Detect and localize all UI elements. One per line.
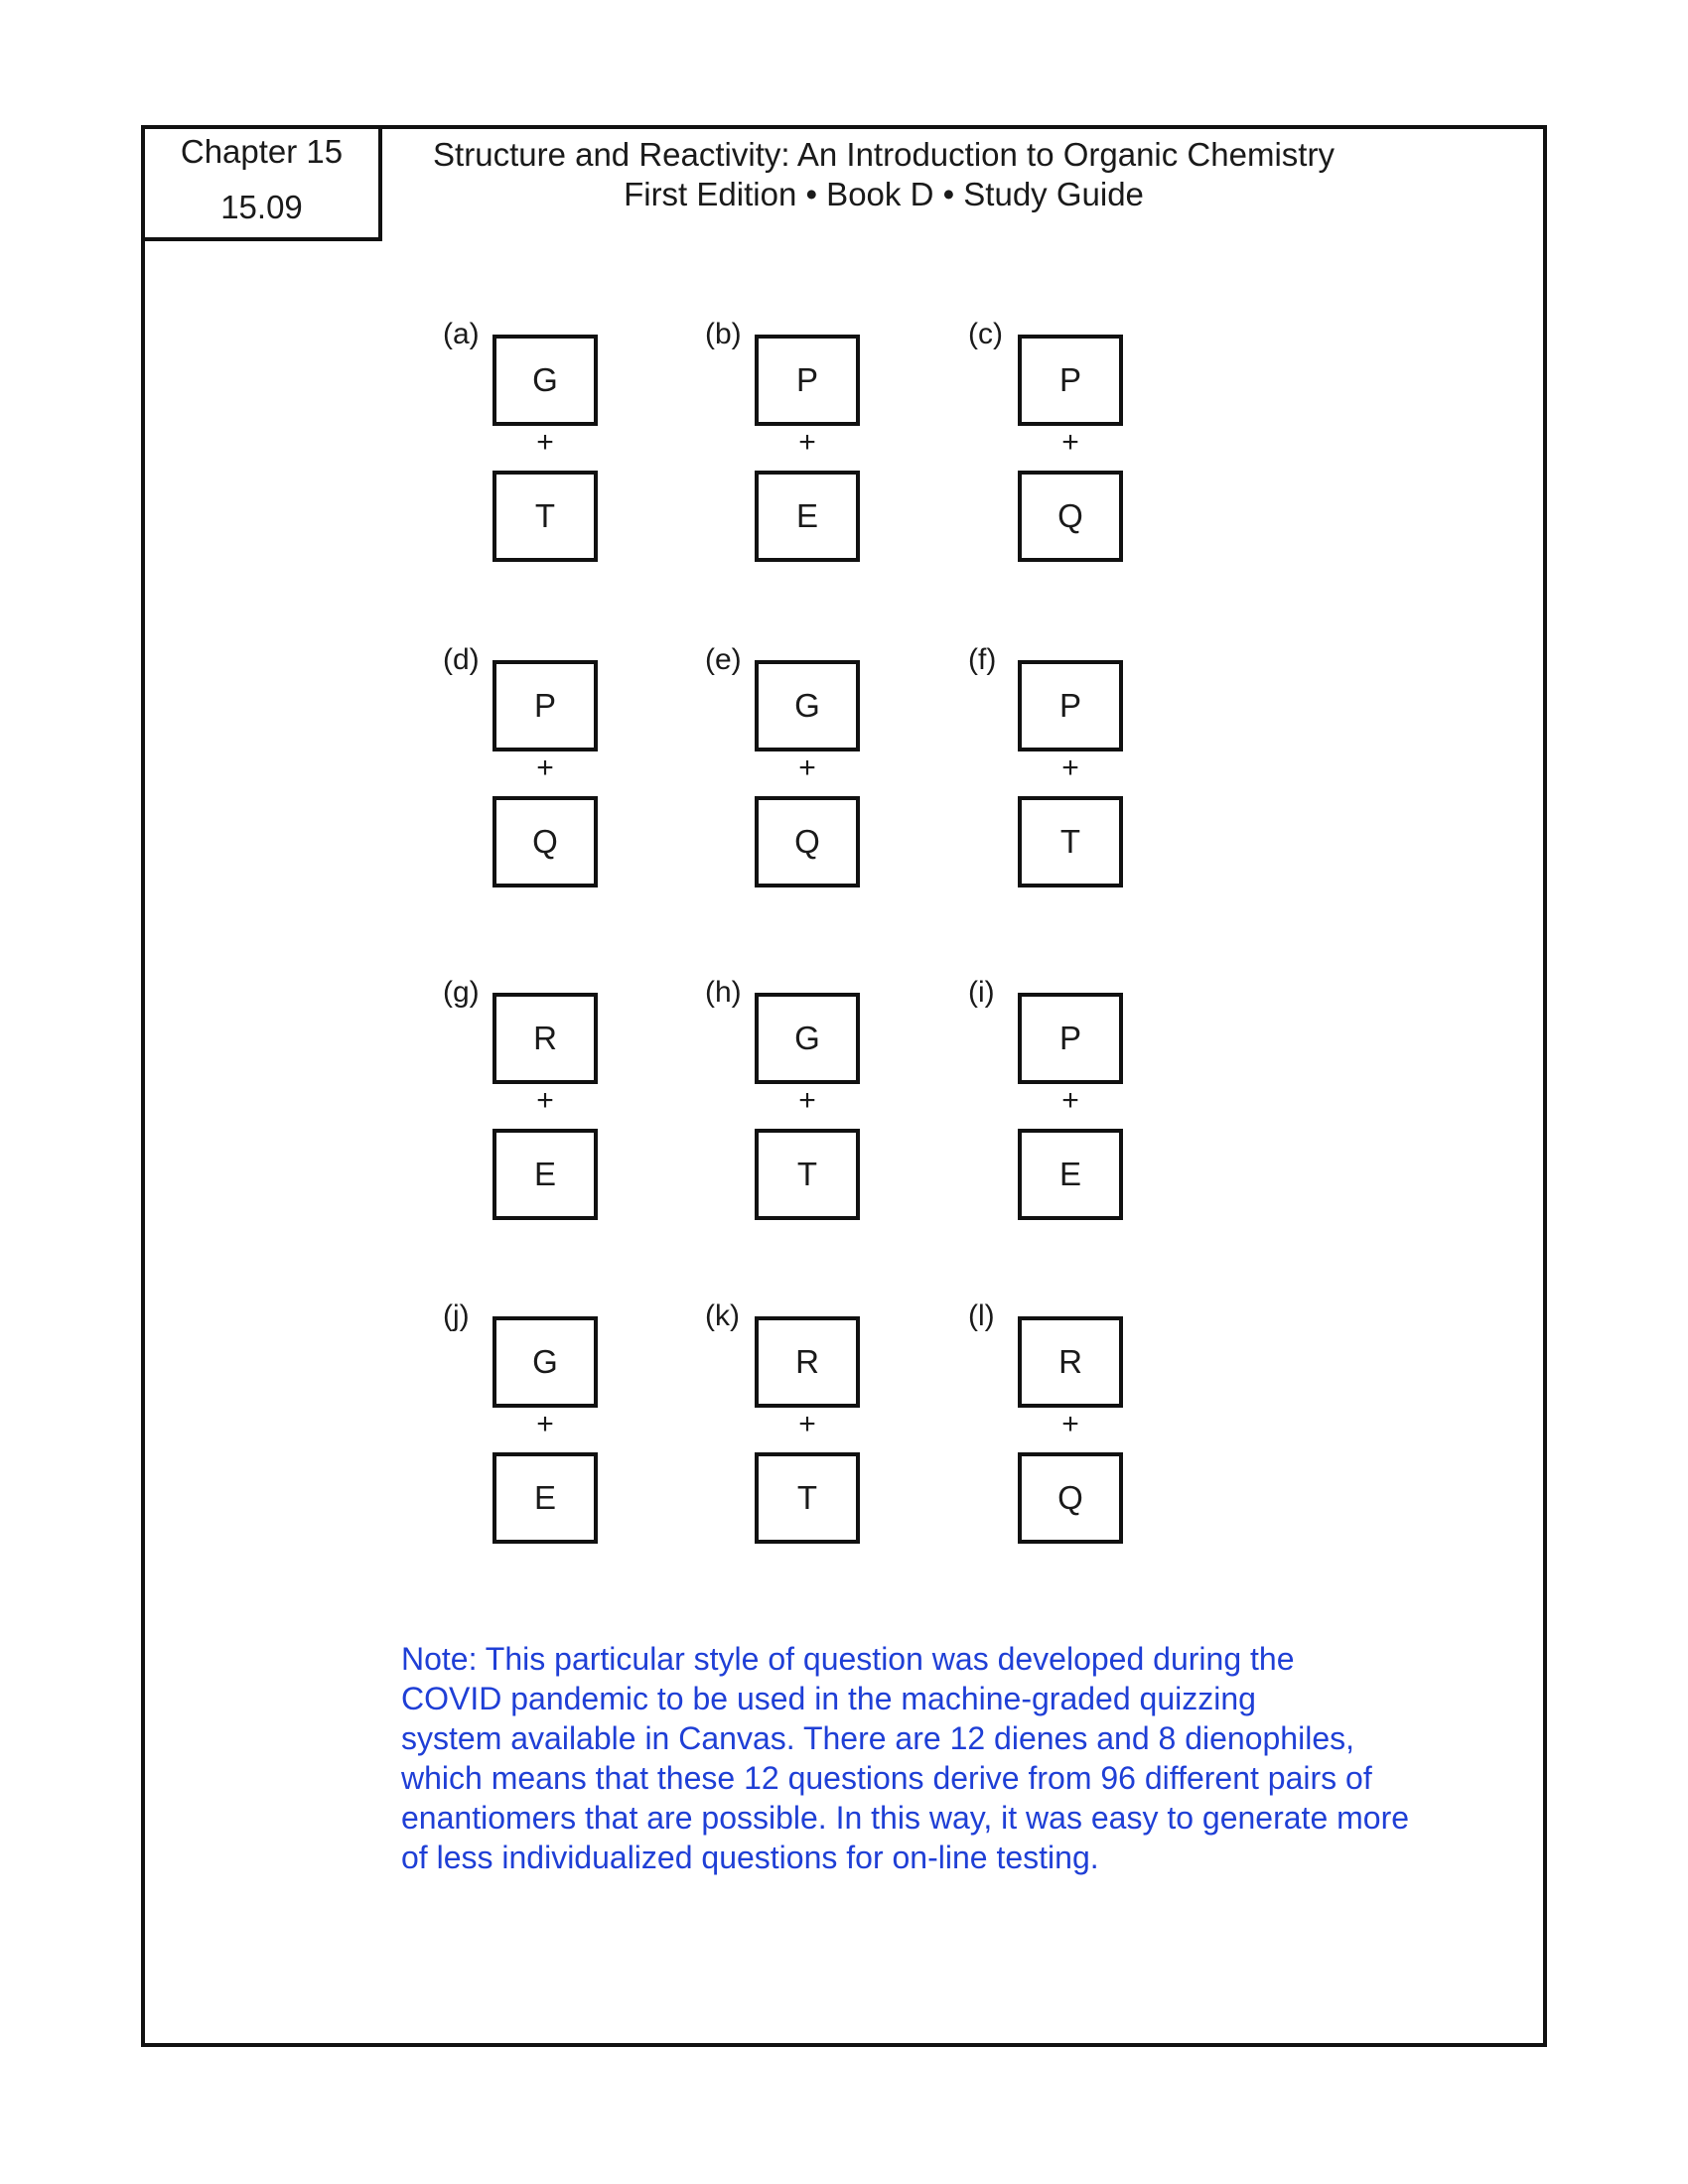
question-label: (k) (705, 1299, 740, 1332)
diene-box: G (492, 1316, 598, 1408)
dienophile-box: T (492, 471, 598, 562)
dienophile-box: Q (1018, 1452, 1123, 1544)
question-label: (d) (443, 643, 480, 676)
note-line: enantiomers that are possible. In this way, it was easy to generate more (401, 1800, 1410, 1836)
diene-box: P (755, 335, 860, 426)
header-title: Structure and Reactivity: An Introduction to Organic Chemistry (433, 136, 1335, 173)
dienophile-box: E (755, 471, 860, 562)
plus-sign: + (536, 1084, 554, 1117)
note-text (401, 1639, 1434, 1877)
plus-sign: + (798, 1408, 816, 1440)
chapter-number: 15.09 (220, 189, 303, 225)
diene-box: G (492, 335, 598, 426)
diene-box: R (755, 1316, 860, 1408)
dienophile-box: Q (492, 796, 598, 887)
diene-box: R (492, 993, 598, 1084)
note-line: of less individualized questions for on-line testing. (401, 1840, 1099, 1875)
plus-sign: + (798, 751, 816, 784)
question-label: (j) (443, 1299, 470, 1332)
question-label: (b) (705, 318, 742, 350)
dienophile-box: T (755, 1129, 860, 1220)
plus-sign: + (798, 1084, 816, 1117)
dienophile-box: E (492, 1129, 598, 1220)
diene-box: P (1018, 660, 1123, 751)
dienophile-box: Q (755, 796, 860, 887)
plus-sign: + (536, 426, 554, 459)
plus-sign: + (536, 751, 554, 784)
question-label: (l) (968, 1299, 995, 1332)
question-label: (f) (968, 643, 997, 676)
note-line: system available in Canvas. There are 12 dienes and 8 dienophiles, (401, 1720, 1354, 1756)
note-line: COVID pandemic to be used in the machine-graded quizzing (401, 1681, 1256, 1716)
question-label: (a) (443, 318, 480, 350)
question-label: (i) (968, 976, 995, 1009)
plus-sign: + (1061, 1084, 1079, 1117)
diene-box: G (755, 993, 860, 1084)
diene-box: P (492, 660, 598, 751)
diene-box: G (755, 660, 860, 751)
question-label: (g) (443, 976, 480, 1009)
page-header (119, 135, 1648, 214)
dienophile-box: E (1018, 1129, 1123, 1220)
dienophile-box: E (492, 1452, 598, 1544)
question-label: (c) (968, 318, 1003, 350)
diene-box: P (1018, 993, 1123, 1084)
header-subtitle: First Edition • Book D • Study Guide (624, 176, 1144, 212)
dienophile-box: T (1018, 796, 1123, 887)
plus-sign: + (798, 426, 816, 459)
plus-sign: + (1061, 751, 1079, 784)
diene-box: P (1018, 335, 1123, 426)
plus-sign: + (1061, 1408, 1079, 1440)
note-line: Note: This particular style of question was developed during the (401, 1641, 1295, 1677)
dienophile-box: Q (1018, 471, 1123, 562)
question-label: (e) (705, 643, 742, 676)
dienophile-box: T (755, 1452, 860, 1544)
diene-box: R (1018, 1316, 1123, 1408)
chapter-title: Chapter 15 (180, 133, 344, 170)
plus-sign: + (1061, 426, 1079, 459)
plus-sign: + (536, 1408, 554, 1440)
question-label: (h) (705, 976, 742, 1009)
note-line: which means that these 12 questions derive from 96 different pairs of (401, 1760, 1372, 1796)
